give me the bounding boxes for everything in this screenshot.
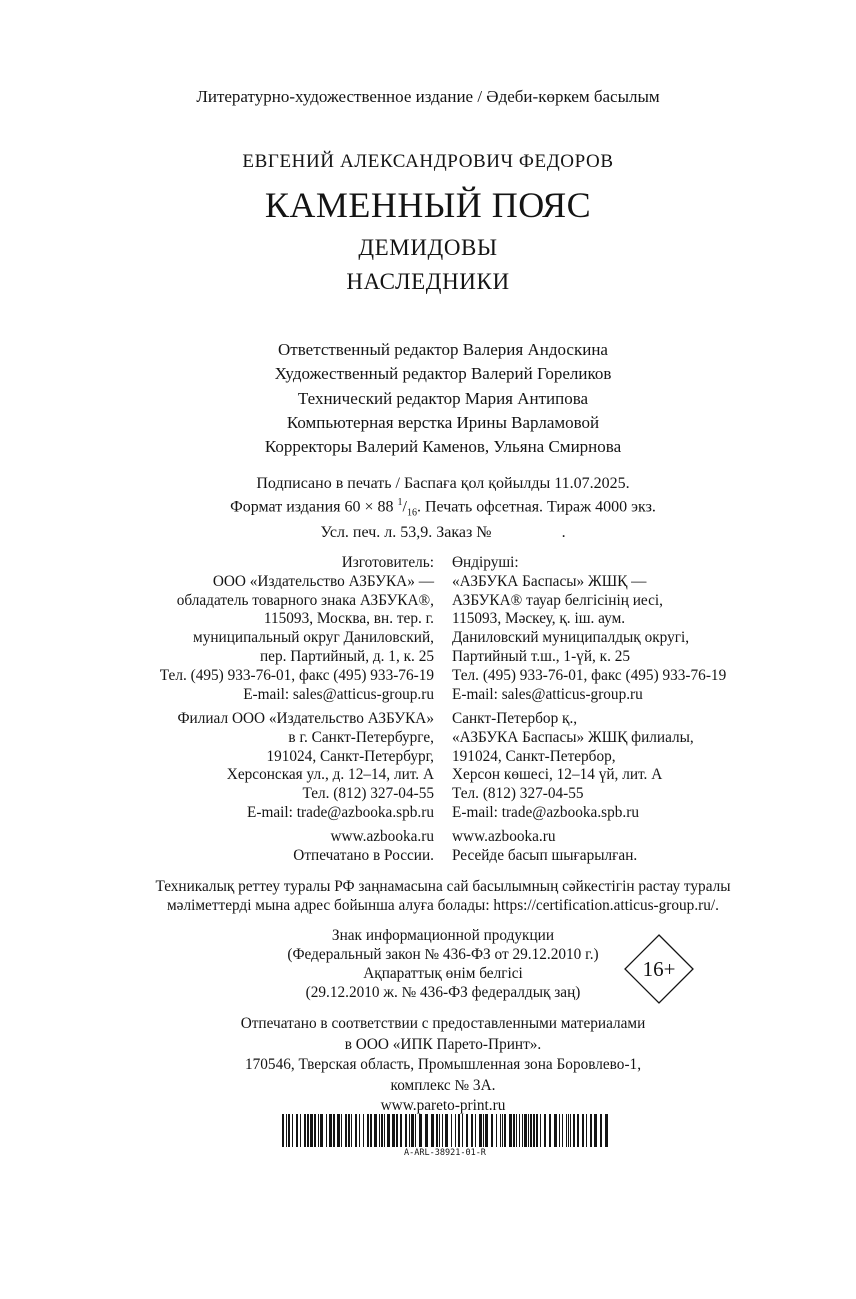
manufacturer-ru (160, 554, 434, 704)
web-kz-line: Ресейде басып шығарылған. (452, 846, 638, 864)
edition-type: Литературно-художественное издание / Әдеби-көркем басылым (196, 87, 660, 106)
web-ru (293, 828, 434, 866)
manufacturer-ru-line: ООО «Издательство АЗБУКА» — (212, 572, 434, 590)
info-sign-line: Ақпараттық өнім белгісі (363, 965, 523, 982)
credit-line: Корректоры Валерий Каменов, Ульяна Смирнова (264, 437, 622, 457)
tech-regulation (0, 877, 856, 915)
barcode-icon (282, 1114, 608, 1147)
manufacturer-kz-line: Партийный т.ш., 1-үй, к. 25 (452, 647, 631, 665)
info-sign (0, 926, 856, 1002)
web-kz (452, 828, 637, 866)
tech-regulation-line: мәліметтерді мына адрес бойынша алуға болады: https://certification.atticus-group.ru/. (167, 897, 719, 914)
branch-ru-line: E-mail: trade@azbooka.spb.ru (247, 803, 434, 821)
credits-block (0, 338, 856, 459)
branch-ru-line: Филиал ООО «Издательство АЗБУКА» (177, 710, 434, 727)
manufacturer-ru-line: обладатель товарного знака АЗБУКА®, (176, 591, 434, 609)
credit-line: Художественный редактор Валерий Гореликов (274, 364, 612, 384)
web-kz-line: www.azbooka.ru (452, 828, 556, 845)
branch-kz-line: E-mail: trade@azbooka.spb.ru (452, 803, 639, 821)
web-ru-line: Отпечатано в России. (293, 846, 434, 864)
format-prefix: Формат издания 60 × 88 (230, 498, 398, 516)
subtitle-1: ДЕМИДОВЫ (358, 235, 498, 260)
tech-regulation-line: Техникалық реттеу туралы РФ заңнамасына сай басылымның сәйкестігін растау туралы (155, 878, 731, 895)
printer-line: Отпечатано в соответствии с предоставленными материалами (240, 1015, 646, 1032)
author-name: ЕВГЕНИЙ АЛЕКСАНДРОВИЧ ФЕДОРОВ (242, 151, 614, 172)
branch-kz (452, 710, 694, 823)
format-frac-sep: / (402, 498, 407, 516)
format-frac-den: 16 (406, 507, 417, 519)
branch-kz-line: 191024, Санкт-Петербор, (452, 747, 616, 765)
printer-line: комплекс № 3А. (390, 1076, 496, 1094)
manufacturer-ru-line: Тел. (495) 933-76-01, факс (495) 933-76-19 (159, 666, 434, 684)
branch-ru-line: Тел. (812) 327-04-55 (302, 785, 434, 803)
manufacturer-kz (452, 554, 726, 704)
sheets-end: . (561, 523, 566, 541)
book-title: КАМЕННЫЙ ПОЯС (264, 185, 592, 225)
credit-line: Компьютерная верстка Ирины Варламовой (286, 412, 600, 432)
age-rating: 16+ (642, 957, 676, 981)
format-frac-num: 1 (397, 497, 403, 508)
manufacturer-ru-line: муниципальный округ Даниловский, (193, 629, 434, 647)
print-info (0, 474, 856, 542)
manufacturer-ru-line: 115093, Москва, вн. тер. г. (263, 610, 434, 628)
format-suffix: . Печать офсетная. Тираж 4000 экз. (416, 498, 656, 516)
manufacturer-kz-line: 115093, Мәскеу, қ. іш. аум. (452, 610, 626, 628)
manufacturer-kz-line: АЗБУКА® тауар белгісінің иесі, (452, 591, 663, 609)
barcode-text: A-ARL-38921-01-R (404, 1148, 486, 1158)
manufacturer-kz-line: Даниловский муниципалдық округі, (452, 629, 690, 647)
printer-line: в ООО «ИПК Парето-Принт». (344, 1035, 542, 1053)
manufacturer-kz-line: Өндіруші: (452, 554, 519, 571)
credit-line: Технический редактор Мария Антипова (297, 388, 589, 408)
branch-kz-line: Херсон көшесі, 12–14 үй, лит. А (452, 766, 663, 784)
branch-kz-line: Тел. (812) 327-04-55 (452, 785, 584, 803)
branch-ru-line: в г. Санкт-Петербурге, (288, 728, 434, 746)
format-line (0, 493, 856, 523)
credit-line: Ответственный редактор Валерия Андоскина (278, 340, 608, 359)
info-sign-line: (Федеральный закон № 436-ФЗ от 29.12.2010 г.) (287, 946, 599, 963)
age-rating-icon (623, 933, 695, 1005)
branch-kz-line: Санкт-Петербор қ., (452, 710, 578, 727)
manufacturer-kz-line: «АЗБУКА Баспасы» ЖШҚ — (452, 572, 647, 590)
web-ru-line: www.azbooka.ru (330, 828, 434, 845)
signed-date: Подписано в печать / Баспаға қол қойылды 11.07.2025. (256, 475, 630, 492)
info-sign-line: Знак информационной продукции (331, 927, 555, 944)
printer-info (0, 1014, 856, 1117)
branch-ru-line: 191024, Санкт-Петербург, (266, 747, 434, 765)
manufacturer-kz-line: E-mail: sales@atticus-group.ru (452, 685, 643, 703)
branch-ru (177, 710, 434, 823)
manufacturer-ru-line: Изготовитель: (341, 554, 434, 571)
manufacturer-ru-line: E-mail: sales@atticus-group.ru (243, 685, 434, 703)
sheets-line (0, 523, 856, 542)
printer-line: 170546, Тверская область, Промышленная зона Боровлево-1, (244, 1056, 642, 1073)
branch-kz-line: «АЗБУКА Баспасы» ЖШҚ филиалы, (452, 728, 694, 746)
printer-line: www.pareto-print.ru (380, 1097, 506, 1114)
sheets-text: Усл. печ. л. 53,9. Заказ № (320, 523, 492, 541)
manufacturer-ru-line: пер. Партийный, д. 1, к. 25 (259, 647, 434, 665)
manufacturer-kz-line: Тел. (495) 933-76-01, факс (495) 933-76-19 (452, 666, 727, 684)
subtitle-2: НАСЛЕДНИКИ (346, 269, 510, 294)
branch-ru-line: Херсонская ул., д. 12–14, лит. А (226, 766, 434, 784)
info-sign-line: (29.12.2010 ж. № 436-ФЗ федералдық заң) (305, 984, 581, 1001)
